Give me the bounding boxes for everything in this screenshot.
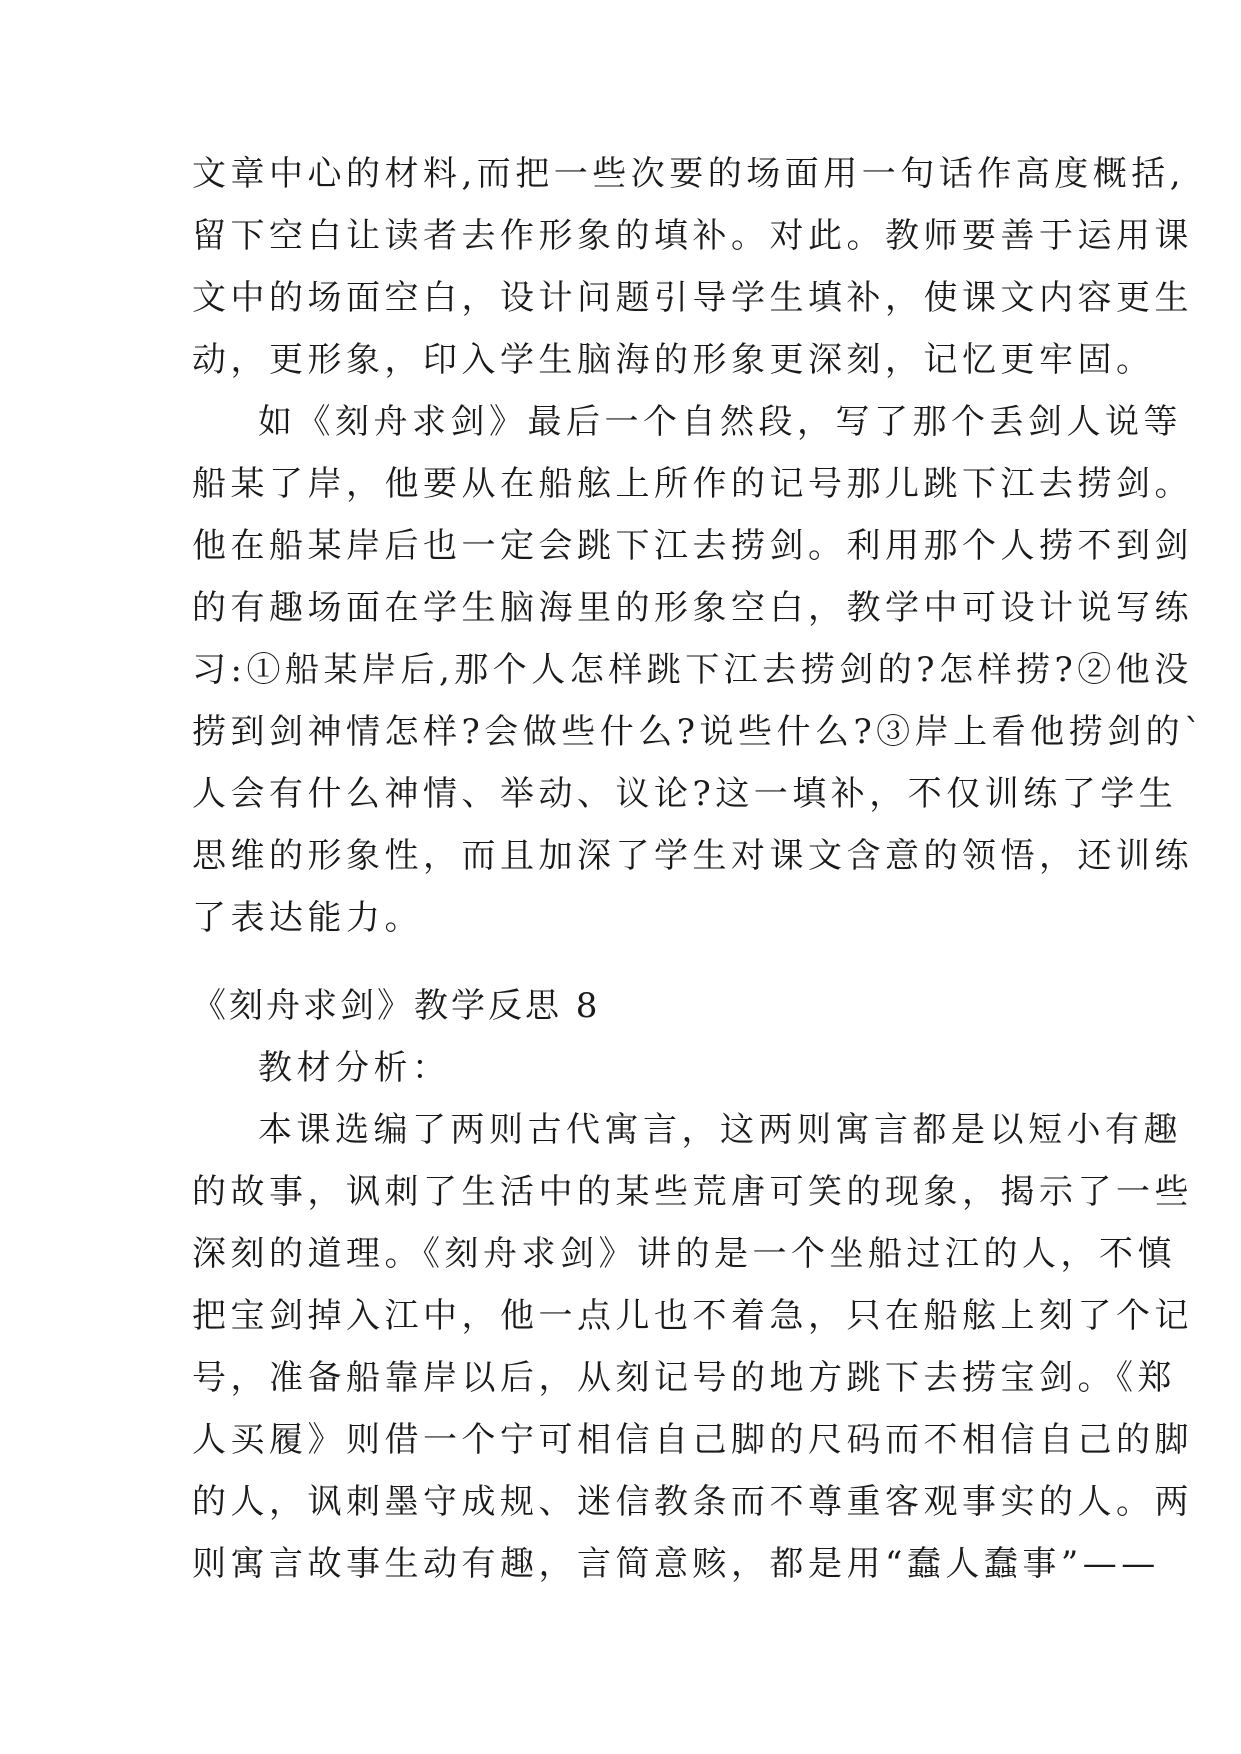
subheading: 教材分析： [258, 1048, 451, 1088]
paragraph-3-line-6: 人买履》则借一个宁可相信自己脚的尺码而不相信自己的脚 [192, 1420, 1193, 1460]
paragraph-3-line-2: 的故事，讽刺了生活中的某些荒唐可笑的现象，揭示了一些 [192, 1172, 1193, 1212]
paragraph-2-line-5: 习:①船某岸后,那个人怎样跳下江去捞剑的?怎样捞?②他没 [192, 650, 1193, 690]
section-title: 《刻舟求剑》教学反思 8 [192, 986, 601, 1026]
paragraph-2-line-8: 思维的形象性，而且加深了学生对课文含意的领悟，还训练 [192, 836, 1193, 876]
paragraph-1-line-2: 留下空白让读者去作形象的填补。对此。教师要善于运用课 [192, 216, 1193, 256]
paragraph-1-line-1: 文章中心的材料,而把一些次要的场面用一句话作高度概括, [192, 154, 1186, 194]
paragraph-3-line-7: 的人，讽刺墨守成规、迷信教条而不尊重客观事实的人。两 [192, 1482, 1193, 1522]
paragraph-3-line-1: 本课选编了两则古代寓言，这两则寓言都是以短小有趣 [258, 1110, 1182, 1150]
paragraph-1-line-4: 动，更形象，印入学生脑海的形象更深刻，记忆更牢固。 [192, 340, 1155, 380]
paragraph-3-line-5: 号，准备船靠岸以后，从刻记号的地方跳下去捞宝剑。《郑 [192, 1358, 1176, 1398]
paragraph-2-line-4: 的有趣场面在学生脑海里的形象空白，教学中可设计说写练 [192, 588, 1193, 628]
paragraph-2-line-3: 他在船某岸后也一定会跳下江去捞剑。利用那个人捞不到剑 [192, 526, 1193, 566]
paragraph-3-line-3: 深刻的道理。《刻舟求剑》讲的是一个坐船过江的人，不慎 [192, 1234, 1176, 1274]
paragraph-3-line-4: 把宝剑掉入江中，他一点儿也不着急，只在船舷上刻了个记 [192, 1296, 1193, 1336]
paragraph-2-line-7: 人会有什么神情、举动、议论?这一填补，不仅训练了学生 [192, 774, 1178, 814]
paragraph-3-line-8: 则寓言故事生动有趣，言简意赅，都是用“蠢人蠢事”—— [192, 1544, 1160, 1584]
paragraph-2-line-9: 了表达能力。 [192, 898, 423, 938]
paragraph-2-line-6: 捞到剑神情怎样?会做些什么?说些什么?③岸上看他捞剑的` [192, 712, 1206, 752]
paragraph-1-line-3: 文中的场面空白，设计问题引导学生填补，使课文内容更生 [192, 278, 1193, 318]
paragraph-2-line-2: 船某了岸，他要从在船舷上所作的记号那儿跳下江去捞剑。 [192, 464, 1193, 504]
paragraph-2-line-1: 如《刻舟求剑》最后一个自然段，写了那个丢剑人说等 [258, 402, 1182, 442]
